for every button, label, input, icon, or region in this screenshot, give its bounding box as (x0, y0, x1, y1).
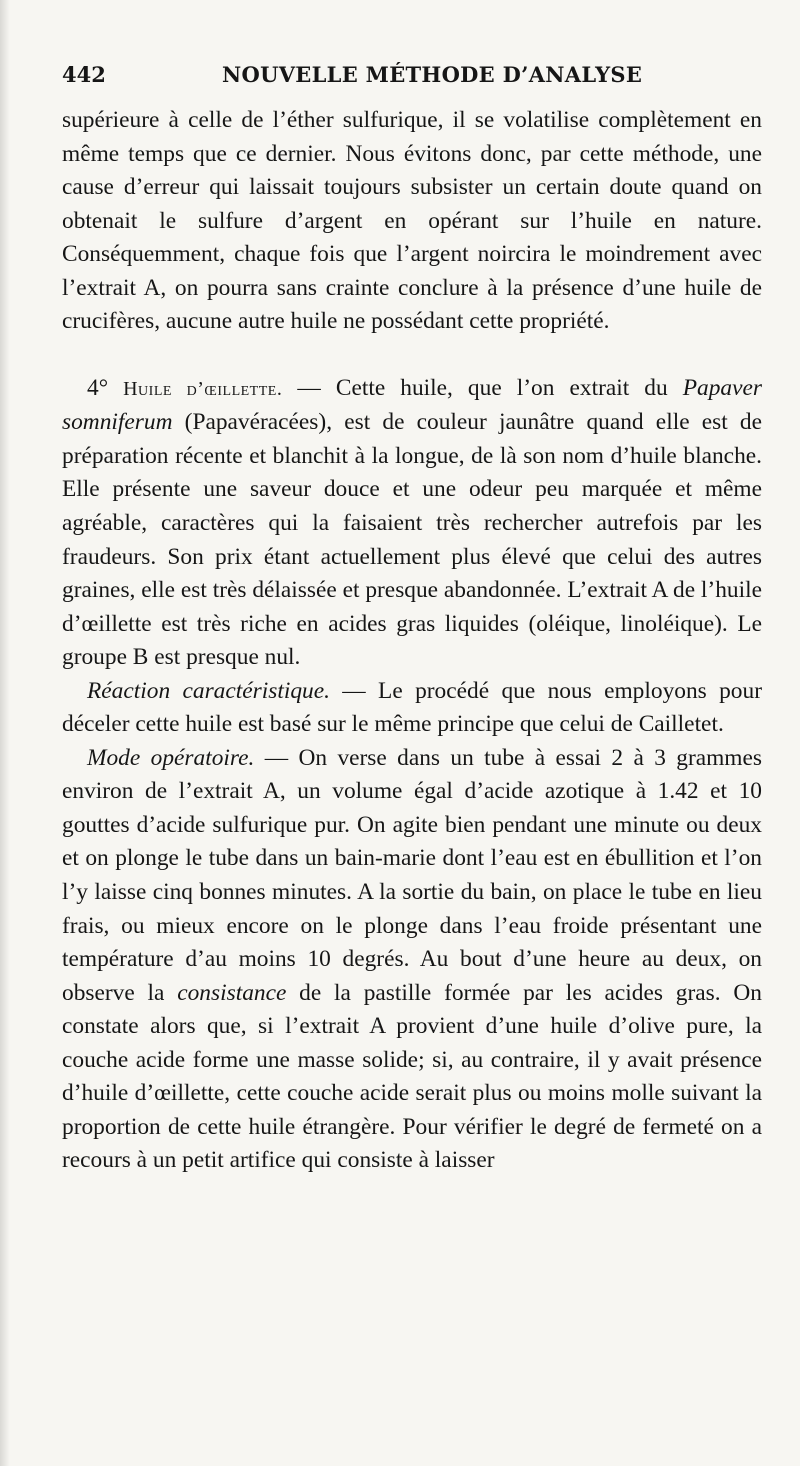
subheading-reaction-caracteristique: Réaction caractéristique. (87, 677, 330, 704)
page-edge-shadow (0, 0, 10, 1466)
species-name: Papaver somniferum (62, 374, 762, 436)
paragraph-reaction (62, 675, 762, 742)
paragraph-text: — Le procédé que nous employons pour déceler cette huile est basé sur le même principe que celui de Cailletet. (62, 677, 762, 738)
book-page (62, 62, 762, 1178)
paragraph-text: Cette huile, que l’on extrait du (335, 374, 683, 401)
subheading-mode-operatoire: Mode opératoire. (87, 744, 255, 771)
section-number: 4° (87, 374, 124, 401)
heading-dash: — (282, 374, 336, 401)
paragraph-crucifer-conclusion: supérieure à celle de l’éther sulfurique, il se volatilise complètement en même temps que ce dernier. Nous évitons donc, par cette méthode, une cause d’erreur qui laissait toujours subsister un certain doute quand on obtenait le sulfure d’argent en opérant sur l’huile en nature. Conséquemment, chaque fois que l’argent noircira le moindrement avec l’extrait A, on pourra sans crainte conclure à la présence d’une huile de crucifères, aucune autre huile ne possédant cette propriété. (62, 107, 762, 335)
paragraph-text: — On verse dans un tube à essai 2 à 3 grammes environ de l’extrait A, un volume égal d’acide azotique à 1.42 et 10 gouttes d’acide sulfurique pur. On agite bien pendant une minute ou deux et on plonge le tube dans un bain-marie dont l’eau est en ébullition et l’on l’y laisse cinq bonnes minutes. A la sortie du bain, on place le tube en lieu frais, ou mieux encore on le plonge dans l’eau froide présentant une température d’au moins 10 degrés. Au bout d’une heure au deux, on observe la (62, 744, 762, 1006)
running-title: NOUVELLE MÉTHODE D’ANALYSE (222, 62, 643, 87)
paragraph-mode-operatoire (62, 742, 762, 1178)
page-header (62, 62, 762, 96)
section-heading-huile-oeillette: Huile d’œillette. (123, 377, 283, 400)
emphasis-consistance: consistance (177, 979, 287, 1006)
paragraph-huile-oeillette (62, 372, 762, 675)
page-number: 442 (62, 62, 106, 87)
paragraph-text: de la pastille formée par les acides gras. On constate alors que, si l’extrait A provient d’une huile d’olive pure, la couche acide forme une masse solide; si, au contraire, il y avait présence d’huile d’œillette, cette couche acide serait plus ou moins molle suivant la proportion de cette huile étrangère. Pour vérifier le degré de fermeté on a recours à un petit artifice qui consiste à laisser (62, 979, 762, 1174)
paragraph-text: (Papavéracées), est de couleur jaunâtre quand elle est de préparation récente et blanchit à la longue, de là son nom d’huile blanche. Elle présente une saveur douce et une odeur peu marquée et même agréable, caractères qui la faisaient très rechercher autrefois par les fraudeurs. Son prix étant actuellement plus élevé que celui des autres graines, elle est très délaissée et presque abandonnée. L’extrait A de l’huile d’œillette est très riche en acides gras liquides (oléique, linoléique). Le groupe B est presque nul. (62, 409, 762, 671)
body-text (62, 104, 762, 1178)
